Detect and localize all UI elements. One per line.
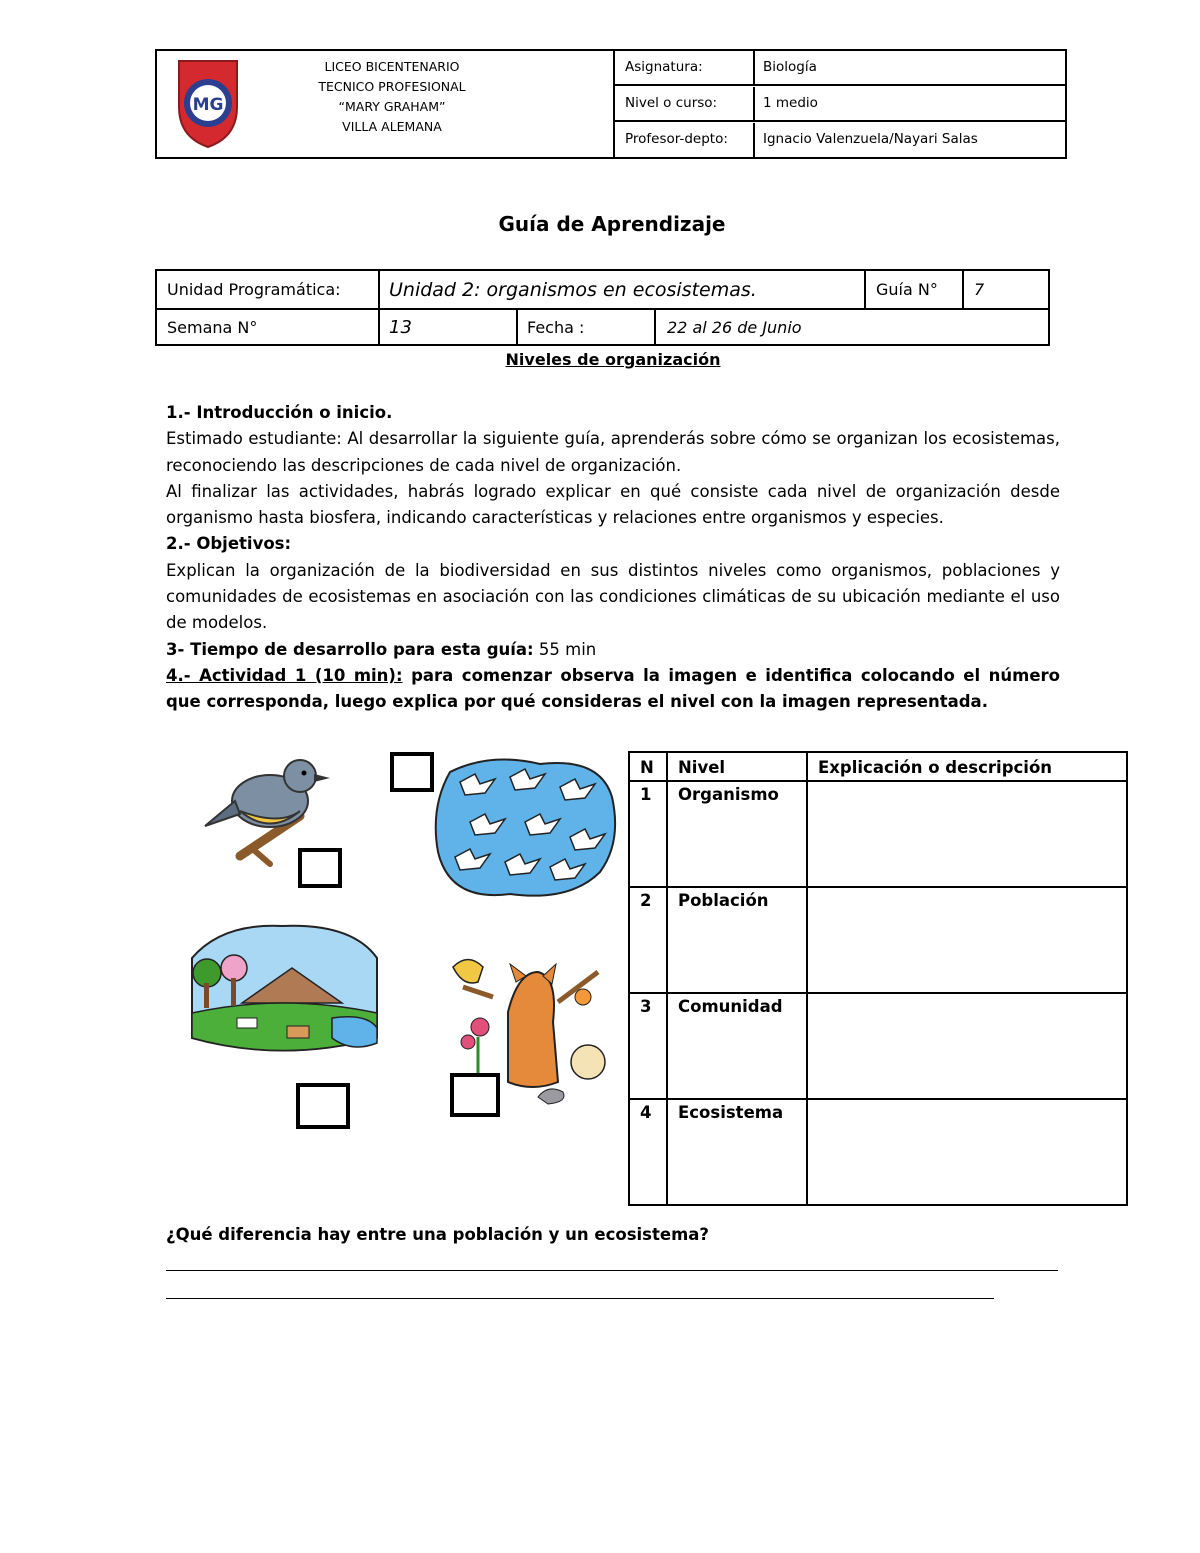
info-label: Asignatura: — [625, 59, 703, 75]
week-label: Semana N° — [167, 318, 258, 337]
activity-table — [628, 751, 1128, 1206]
course-info-table — [615, 51, 1065, 157]
section-heading: Niveles de organización — [505, 350, 721, 369]
answer-line[interactable] — [166, 1270, 1058, 1271]
row-number: 1 — [640, 785, 652, 804]
info-label: Nivel o curso: — [625, 95, 718, 111]
info-value: Ignacio Valenzuela/Nayari Salas — [763, 131, 978, 147]
info-row-level — [615, 87, 1065, 122]
objectives-heading: 2.- Objetivos: — [166, 534, 292, 554]
answer-line[interactable] — [166, 1298, 994, 1299]
time-line — [166, 637, 1060, 663]
date-label: Fecha : — [527, 318, 585, 337]
info-row-subject — [615, 51, 1065, 86]
answer-box-bird[interactable] — [298, 848, 342, 888]
doves-illustration — [430, 752, 620, 902]
row-level: Comunidad — [678, 997, 783, 1016]
info-value: 1 medio — [763, 95, 818, 111]
question: ¿Qué diferencia hay entre una población y un ecosistema? — [166, 1225, 709, 1244]
intro-paragraph: Al finalizar las actividades, habrás logrado explicar en qué consiste cada nivel de organización desde organismo hasta biosfera, indicando características y relaciones entre organismos y especies. — [166, 481, 1060, 528]
explanation-field[interactable] — [808, 888, 1126, 992]
activity-label: 4.- Actividad 1 (10 min): — [166, 665, 403, 685]
guide-value: 7 — [974, 280, 985, 299]
row-number: 2 — [640, 891, 652, 910]
row-level: Organismo — [678, 785, 779, 804]
col-header-n: N — [640, 758, 654, 777]
answer-box-ecosystem[interactable] — [296, 1083, 350, 1129]
unit-value: Unidad 2: organismos en ecosistemas. — [389, 279, 757, 301]
time-value: 55 min — [533, 639, 597, 659]
school-line: “MARY GRAHAM” — [338, 99, 446, 114]
ecosystem-illustration — [182, 918, 382, 1068]
guide-label: Guía N° — [876, 280, 938, 299]
activity-instructions — [166, 663, 1060, 716]
logo-text: MG — [192, 95, 224, 115]
objectives-text: Explican la organización de la biodiversidad en sus distintos niveles como organismos, poblaciones y comunidades de ecosistemas en asociación con las condiciones climáticas de su ubicación mediante el uso de modelos. — [166, 560, 1060, 633]
explanation-field[interactable] — [808, 994, 1126, 1098]
school-logo — [173, 57, 243, 149]
intro-paragraph: Estimado estudiante: Al desarrollar la siguiente guía, aprenderás sobre cómo se organizan los ecosistemas, reconociendo las descripciones de cada nivel de organización. — [166, 429, 1060, 475]
explanation-field[interactable] — [808, 1100, 1126, 1204]
school-line: LICEO BICENTENARIO — [324, 59, 460, 74]
row-level: Ecosistema — [678, 1103, 784, 1122]
info-value: Biología — [763, 59, 817, 75]
row-level: Población — [678, 891, 769, 910]
unit-label: Unidad Programática: — [167, 280, 341, 299]
explanation-field[interactable] — [808, 782, 1126, 886]
school-info — [157, 51, 615, 157]
row-number: 3 — [640, 997, 652, 1016]
activity-text: para comenzar observa la imagen e identifica colocando el número que corresponda, luego explica por qué consideras el nivel con la imagen representada. — [166, 665, 1060, 712]
time-label: 3- Tiempo de desarrollo para esta guía: — [166, 639, 534, 659]
school-name — [277, 57, 507, 137]
row-number: 4 — [640, 1103, 652, 1122]
school-line: VILLA ALEMANA — [342, 119, 442, 134]
unit-table — [155, 269, 1050, 346]
answer-box-community[interactable] — [450, 1073, 500, 1117]
col-header-explanation: Explicación o descripción — [818, 758, 1053, 777]
document-header — [155, 49, 1067, 159]
info-label: Profesor-depto: — [625, 131, 728, 147]
week-value: 13 — [389, 317, 412, 338]
date-value: 22 al 26 de Junio — [667, 318, 802, 337]
info-row-teacher — [615, 123, 1065, 158]
page-title: Guía de Aprendizaje — [498, 212, 726, 236]
answer-box-doves[interactable] — [390, 752, 434, 792]
intro-heading: 1.- Introducción o inicio. — [166, 403, 393, 422]
col-header-level: Nivel — [678, 758, 726, 777]
school-line: TECNICO PROFESIONAL — [318, 79, 466, 94]
intro-section — [166, 400, 1060, 716]
